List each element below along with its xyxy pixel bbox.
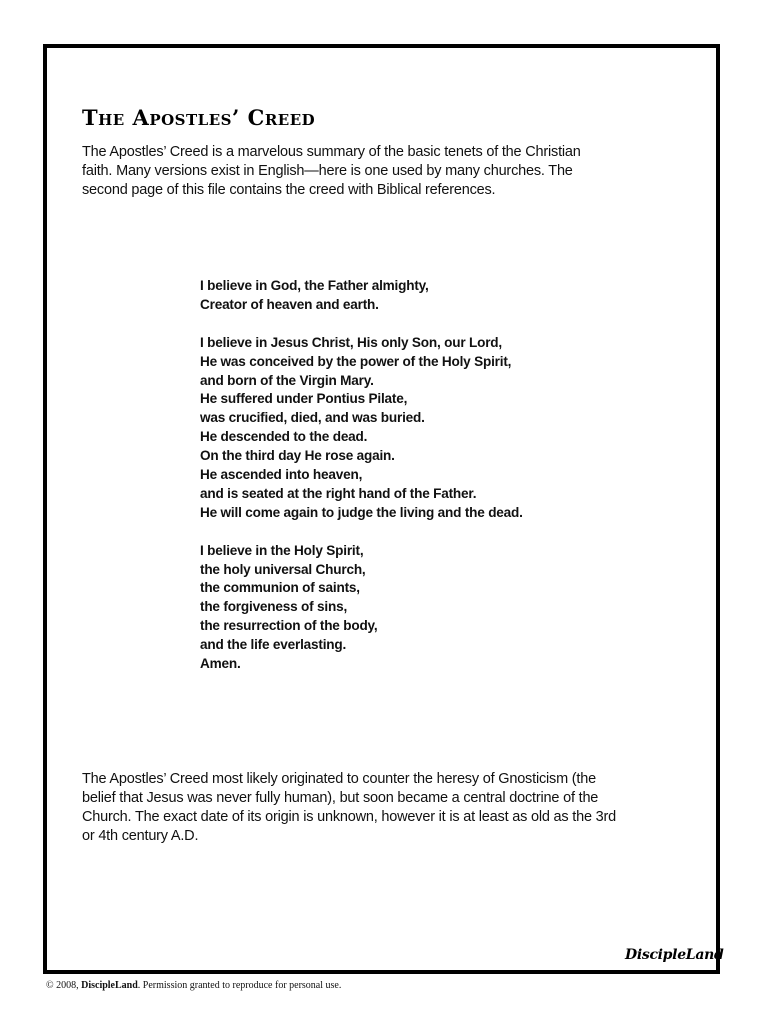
creed-line: He suffered under Pontius Pilate, bbox=[200, 391, 408, 407]
creed-line: was crucified, died, and was buried. bbox=[200, 410, 425, 426]
creed-line: Amen. bbox=[200, 656, 241, 672]
intro-paragraph: The Apostles’ Creed is a marvelous summary of the basic tenets of the Christian faith. Many versions exist in English—here is one used by many churches. The second page of this file contains the creed with Biblical references. bbox=[82, 144, 581, 198]
creed-stanza-son bbox=[200, 334, 523, 523]
creed-line: I believe in God, the Father almighty, bbox=[200, 278, 429, 293]
creed-line: the resurrection of the body, bbox=[200, 618, 378, 634]
copyright-footer bbox=[46, 980, 341, 991]
copyright-prefix: © 2008, bbox=[46, 980, 82, 991]
history-paragraph: The Apostles’ Creed most likely originated to counter the heresy of Gnosticism (the belief that Jesus was never fully human), but soon became a central doctrine of the Church. The exact date of its origin is unknown, however it is at least as old as the 3rd or 4th century A.D. bbox=[82, 771, 617, 844]
creed-text bbox=[200, 277, 523, 674]
creed-line: He ascended into heaven, bbox=[200, 467, 363, 483]
creed-line: the holy universal Church, bbox=[200, 561, 366, 577]
creed-stanza-father bbox=[200, 277, 523, 315]
creed-line: the forgiveness of sins, bbox=[200, 599, 348, 615]
creed-line: the communion of saints, bbox=[200, 580, 360, 596]
document-title: The Apostles’ Creed bbox=[82, 105, 316, 130]
discipleland-logo: DiscipleLand bbox=[625, 947, 724, 963]
creed-line: He descended to the dead. bbox=[200, 429, 368, 445]
permission-text: . Permission granted to reproduce for personal use. bbox=[137, 980, 342, 991]
creed-line: On the third day He rose again. bbox=[200, 448, 395, 464]
creed-line: Creator of heaven and earth. bbox=[200, 296, 379, 312]
creed-line: I believe in the Holy Spirit, bbox=[200, 542, 364, 558]
creed-line: I believe in Jesus Christ, His only Son, our Lord, bbox=[200, 334, 502, 350]
creed-line: He was conceived by the power of the Holy Spirit, bbox=[200, 353, 512, 369]
creed-line: and born of the Virgin Mary. bbox=[200, 372, 374, 388]
creed-line: He will come again to judge the living and the dead. bbox=[200, 504, 523, 520]
creed-stanza-spirit bbox=[200, 542, 523, 674]
footer-brand: DiscipleLand bbox=[81, 980, 138, 991]
creed-line: and is seated at the right hand of the Father. bbox=[200, 485, 477, 501]
creed-line: and the life everlasting. bbox=[200, 637, 347, 653]
